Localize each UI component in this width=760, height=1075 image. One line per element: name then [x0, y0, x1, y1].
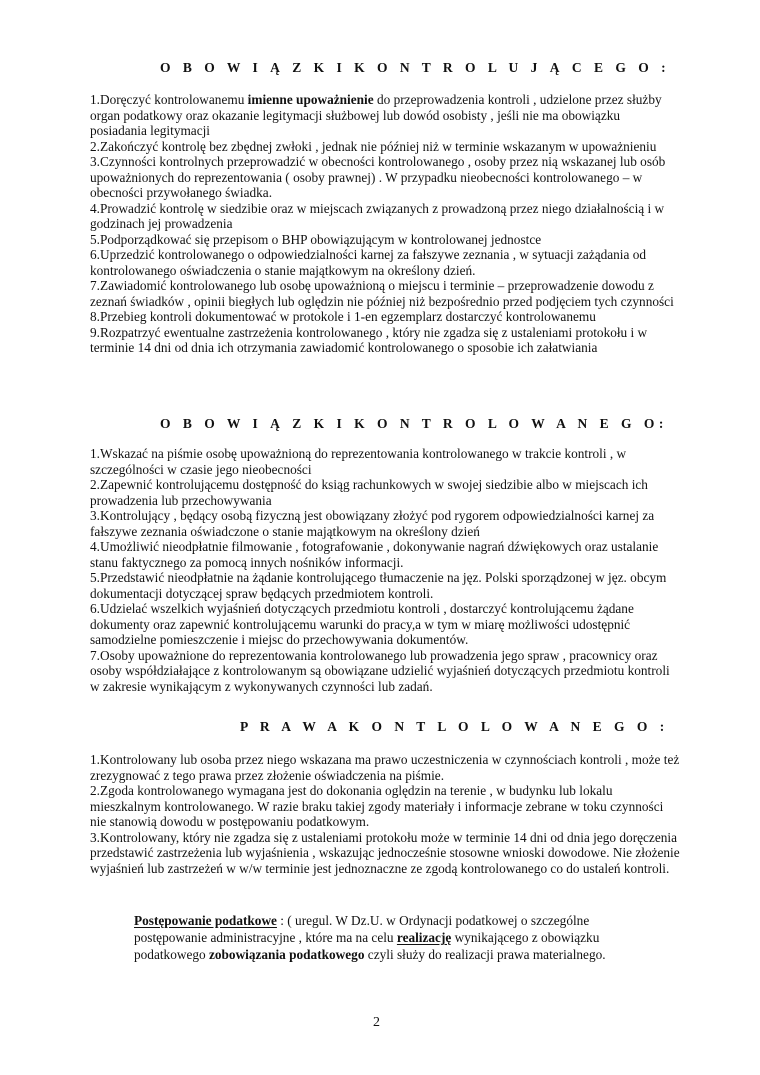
list-item: 3.Czynności kontrolnych przeprowadzić w obecności kontrolowanego , osoby przez nią wskazanej lub osób upoważnionych do reprezentowania ( osoby prawnej) . W przypadku nieobecności kontrolowanego – w obecności przywołanego świadka.	[90, 154, 666, 200]
list-item: 8.Przebieg kontroli dokumentować w protokole i 1-en egzemplarz dostarczyć kontrolowanemu	[90, 309, 596, 324]
list-item: 6.Udzielać wszelkich wyjaśnień dotyczących przedmiotu kontroli , dostarczyć kontrolującemu żądane dokumenty oraz zapewnić kontrolującemu warunki do pracy,a w tym w miarę możliwości udostępnić samodzielne pomieszczenie i miejsc do przechowywania dokumentów.	[90, 601, 634, 647]
list-item: 3.Kontrolowany, który nie zgadza się z ustaleniami protokołu może w terminie 14 dni od dnia jego doręczenia przedstawić zastrzeżenia lub wyjaśnienia , wskazując jednocześnie stosowne wnioski dowodowe. Nie złożenie wyjaśnień lub zastrzeżeń w w/w terminie jest jednoznaczne ze zgodą kontrolowanego co do ustaleń kontroli.	[90, 829, 680, 876]
list-item: 4.Umożliwić nieodpłatnie filmowanie , fotografowanie , dokonywanie nagrań dźwiękowych oraz ustalanie stanu faktycznego za pomocą innych nośników informacji.	[90, 539, 659, 570]
list-item: 1.Wskazać na piśmie osobę upoważnioną do reprezentowania kontrolowanego w trakcie kontroli , w szczególności w czasie jego nieobecności	[90, 446, 627, 477]
section-heading-inspector-duties: O B O W I Ą Z K I K O N T R O L U J Ą C E G O :	[160, 60, 671, 75]
tax-procedure-note: Postępowanie podatkowe : ( uregul. W Dz.U. w Ordynacji podatkowej o szczególne postępowanie administracyjne , które ma na celu realizację wynikającego z obowiązku podatkowego zobowiązania podatkowego czyli służy do realizacji prawa materialnego.	[134, 913, 606, 962]
list-item: 7.Zawiadomić kontrolowanego lub osobę upoważnioną o miejscu i terminie – przeprowadzenie dowodu z zeznań świadków , opinii biegłych lub oględzin nie później niż bezpośrednio przed podjęciem tych czynności	[90, 278, 674, 309]
note-term: Postępowanie podatkowe	[134, 913, 277, 928]
section-heading-inspected-duties: O B O W I Ą Z K I K O N T R O L O W A N E G O:	[160, 416, 668, 431]
list-item: 7.Osoby upoważnione do reprezentowania kontrolowanego lub prowadzenia jego spraw , pracownicy oraz osoby współdziałające z kontrolowanym są obowiązane udzielić wyjaśnień dotyczących przedmiotu kontroli w zakresie wynikającym z wykonywanych czynności lub zadań.	[90, 647, 670, 694]
section-heading-inspected-rights: P R A W A K O N T L O L O W A N E G O :	[240, 719, 669, 734]
list-item: 6.Uprzedzić kontrolowanego o odpowiedzialności karnej za fałszywe zeznania , w sytuacji zażądania od kontrolowanego oświadczenia o stanie majątkowym na określony dzień.	[90, 247, 647, 278]
page-number: 2	[373, 1015, 380, 1030]
list-item: 9.Rozpatrzyć ewentualne zastrzeżenia kontrolowanego , który nie zgadza się z ustaleniami protokołu i w terminie 14 dni od dnia ich otrzymania zawiadomić kontrolowanego o sposobie ich załatwiania	[90, 324, 648, 355]
list-item: 1.Doręczyć kontrolowanemu imienne upoważnienie do przeprowadzenia kontroli , udzielone przez służby organ podatkowy oraz okazanie legitymacji służbowej lub dowód osobisty , jeśli nie ma obowiązku posiadania legitymacji	[90, 92, 662, 138]
list-item: 5.Przedstawić nieodpłatnie na żądanie kontrolującego tłumaczenie na jęz. Polski sporządzonej w jęz. obcym dokumentacji dotyczącej spraw będących przedmiotem kontroli.	[90, 570, 667, 601]
inspector-duties-list	[90, 92, 680, 356]
list-item: 4.Prowadzić kontrolę w siedzibie oraz w miejscach związanych z prowadzoną przez niego działalnością i w godzinach jej prowadzenia	[90, 200, 665, 231]
list-item: 2.Zakończyć kontrolę bez zbędnej zwłoki , jednak nie później niż w terminie wskazanym w upoważnieniu	[90, 138, 657, 154]
inspected-rights-list	[90, 752, 680, 876]
note-emphasis-realization: realizację	[396, 930, 452, 945]
list-item: 3.Kontrolujący , będący osobą fizyczną jest obowiązany złożyć pod rygorem odpowiedzialności karnej za fałszywe zeznania oświadczone o stanie majątkowym na określony dzień	[90, 508, 655, 539]
list-item: 2.Zapewnić kontrolującemu dostępność do ksiąg rachunkowych w swojej siedzibie albo w miejscach ich prowadzenia lub przechowywania	[90, 477, 648, 508]
inspected-duties-list	[90, 446, 680, 694]
list-item: 1.Kontrolowany lub osoba przez niego wskazana ma prawo uczestniczenia w czynnościach kontroli , może też zrezygnować z tego prawa przez złożenie oświadczenia na piśmie.	[90, 752, 680, 783]
note-emphasis-obligation: zobowiązania podatkowego	[208, 947, 365, 962]
list-item: 5.Podporządkować się przepisom o BHP obowiązującym w kontrolowanej jednostce	[90, 231, 542, 247]
list-item: 2.Zgoda kontrolowanego wymagana jest do dokonania oględzin na terenie , w budynku lub lokalu mieszkalnym kontrolowanego. W razie braku takiej zgody materiały i informacje zebrane w toku czynności nie stanowią dowodu w postępowaniu podatkowym.	[90, 783, 664, 829]
